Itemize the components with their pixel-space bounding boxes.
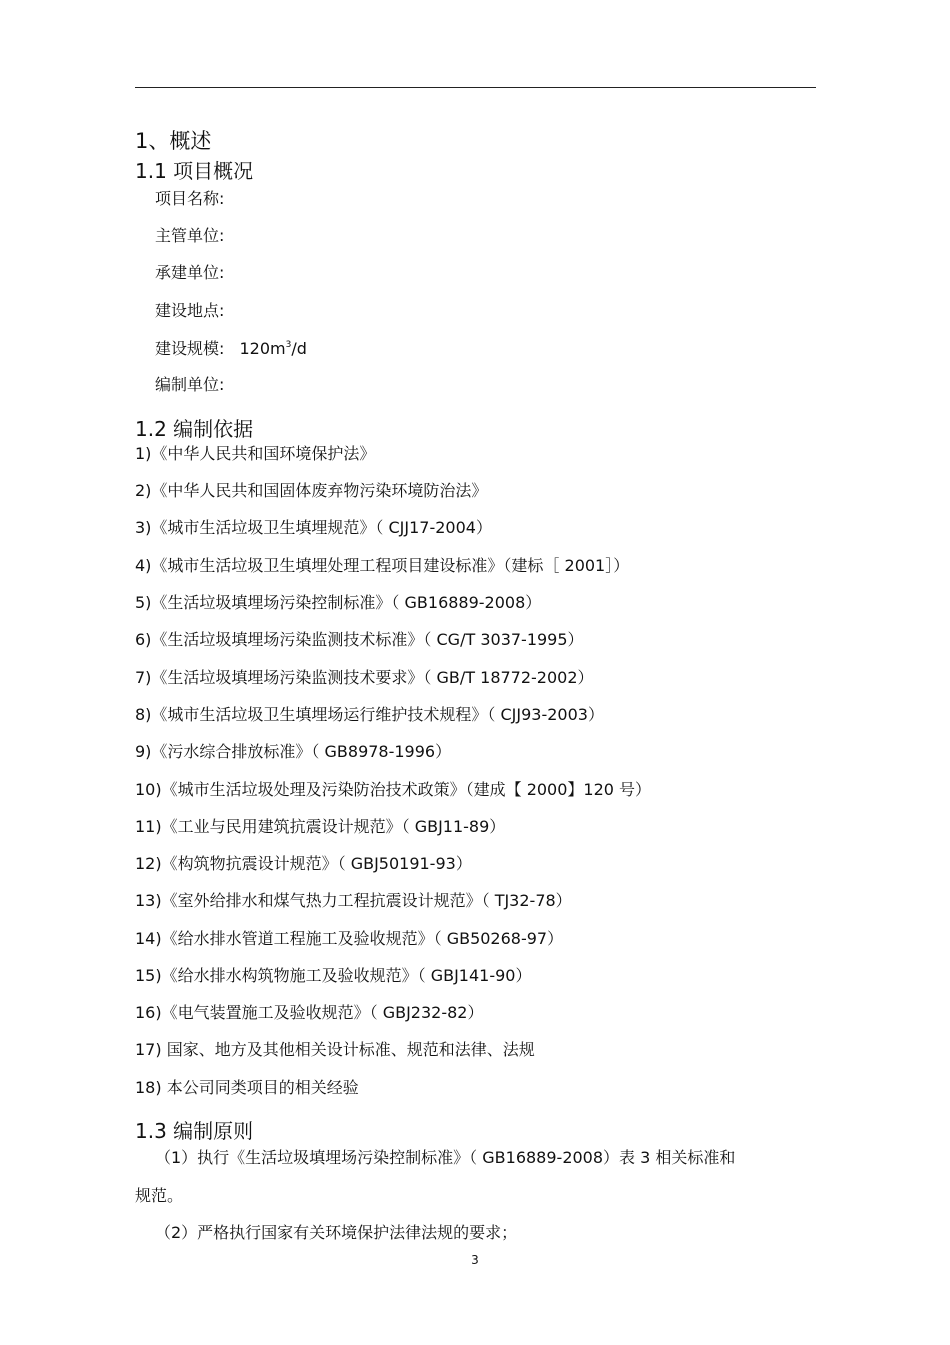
section-1-3-heading: 1.3 编制原则 xyxy=(135,1119,254,1143)
principle-2: （2）严格执行国家有关环境保护法律法规的要求； xyxy=(155,1223,518,1242)
basis-item: 8)《城市生活垃圾卫生填埋场运行维护技术规程》（ CJJ93-2003） xyxy=(135,705,604,724)
scale-superscript: 3 xyxy=(285,340,292,350)
section-1-heading: 1、概述 xyxy=(135,129,212,153)
page-number: 3 xyxy=(471,1253,479,1267)
basis-item: 1)《中华人民共和国环境保护法》 xyxy=(135,444,376,463)
basis-item: 2)《中华人民共和国固体废弃物污染环境防治法》 xyxy=(135,481,488,500)
basis-item: 13)《室外给排水和煤气热力工程抗震设计规范》（ TJ32-78） xyxy=(135,891,572,910)
section-1-1-heading: 1.1 项目概况 xyxy=(135,159,254,183)
basis-item: 3)《城市生活垃圾卫生填埋规范》（ CJJ17-2004） xyxy=(135,518,492,537)
header-rule xyxy=(135,87,816,88)
basis-item: 17) 国家、地方及其他相关设计标准、规范和法律、法规 xyxy=(135,1040,535,1059)
scale-unit: /d xyxy=(291,339,307,358)
scale-number: 120m xyxy=(239,339,286,358)
field-supervising-unit: 主管单位: xyxy=(155,226,225,245)
basis-item: 7)《生活垃圾填埋场污染监测技术要求》（ GB/T 18772-2002） xyxy=(135,668,594,687)
basis-item: 6)《生活垃圾填埋场污染监测技术标准》（ CG/T 3037-1995） xyxy=(135,630,584,649)
basis-item: 4)《城市生活垃圾卫生填埋处理工程项目建设标准》（建标［ 2001］） xyxy=(135,556,630,575)
basis-item: 11)《工业与民用建筑抗震设计规范》（ GBJ11-89） xyxy=(135,817,506,836)
field-project-name: 项目名称: xyxy=(155,189,225,208)
basis-item: 10)《城市生活垃圾处理及污染防治技术政策》（建成【 2000】120 号） xyxy=(135,780,652,799)
principle-1-line-1: （1）执行《生活垃圾填埋场污染控制标准》（ GB16889-2008）表 3 相关标准和 xyxy=(155,1148,736,1167)
basis-item: 18) 本公司同类项目的相关经验 xyxy=(135,1078,359,1097)
field-construction-unit: 承建单位: xyxy=(155,263,225,282)
basis-item: 12)《构筑物抗震设计规范》（ GBJ50191-93） xyxy=(135,854,472,873)
basis-item: 5)《生活垃圾填埋场污染控制标准》（ GB16889-2008） xyxy=(135,593,542,612)
field-construction-scale-value xyxy=(240,339,307,358)
field-construction-site: 建设地点: xyxy=(155,301,225,320)
section-1-2-heading: 1.2 编制依据 xyxy=(135,417,254,441)
basis-item: 9)《污水综合排放标准》（ GB8978-1996） xyxy=(135,742,452,761)
basis-item: 14)《给水排水管道工程施工及验收规范》（ GB50268-97） xyxy=(135,929,564,948)
basis-item: 15)《给水排水构筑物施工及验收规范》（ GBJ141-90） xyxy=(135,966,532,985)
field-construction-scale-label: 建设规模: xyxy=(155,339,225,358)
field-compiling-unit: 编制单位: xyxy=(155,375,225,394)
basis-item: 16)《电气装置施工及验收规范》（ GBJ232-82） xyxy=(135,1003,484,1022)
principle-1-line-2: 规范。 xyxy=(135,1186,184,1205)
field-construction-scale xyxy=(155,338,307,360)
